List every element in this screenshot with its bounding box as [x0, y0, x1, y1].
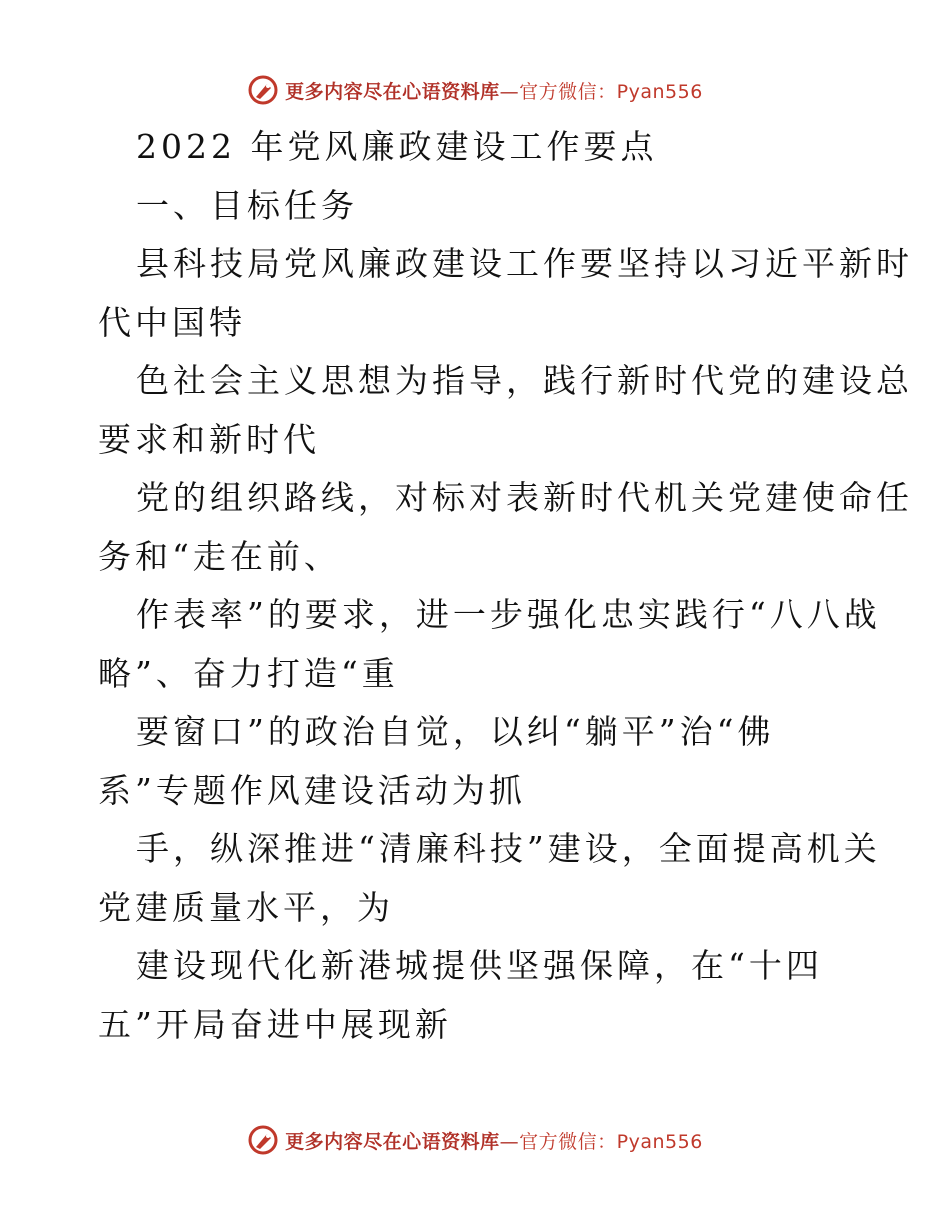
- header-text: [285, 77, 703, 104]
- paragraph-line: 党建质量水平，为: [98, 887, 394, 927]
- header-separator: —: [499, 80, 520, 103]
- paragraph-line: 作表率”的要求，进一步强化忠实践行“八八战: [136, 595, 881, 634]
- header-library-text: 更多内容尽在心语资料库: [285, 80, 500, 103]
- header-watermark: [0, 72, 950, 108]
- paragraph-line: 务和“走在前、: [98, 536, 341, 576]
- pen-nib-logo-icon: [247, 74, 279, 106]
- paragraph-line: 系”专题作风建设活动为抓: [98, 770, 526, 810]
- paragraph-line: 色社会主义思想为指导，践行新时代党的建设总: [136, 361, 913, 400]
- paragraph-line: 要窗口”的政治自觉，以纠“躺平”治“佛: [136, 712, 775, 751]
- document-title: 2022 年党风廉政建设工作要点: [136, 127, 658, 166]
- paragraph-line: 五”开局奋进中展现新: [98, 1004, 452, 1044]
- paragraph-line: 代中国特: [98, 302, 246, 342]
- footer-library-text: 更多内容尽在心语资料库: [285, 1130, 500, 1153]
- pen-nib-logo-icon: [247, 1124, 279, 1156]
- footer-text: [285, 1127, 703, 1154]
- paragraph-line: 建设现代化新港城提供坚强保障，在“十四: [136, 946, 823, 985]
- footer-watermark: [0, 1122, 950, 1158]
- paragraph-line: 手，纵深推进“清廉科技”建设，全面提高机关: [136, 829, 881, 868]
- footer-separator: —: [499, 1130, 520, 1153]
- footer-wechat-text: 官方微信：Pyan556: [519, 1130, 703, 1153]
- paragraph-line: 略”、奋力打造“重: [98, 653, 399, 693]
- document-body: [98, 118, 913, 1054]
- header-wechat-text: 官方微信：Pyan556: [519, 80, 703, 103]
- paragraph-line: 要求和新时代: [98, 419, 320, 459]
- paragraph-line: 党的组织路线，对标对表新时代机关党建使命任: [136, 478, 913, 517]
- paragraph-line: 县科技局党风廉政建设工作要坚持以习近平新时: [136, 244, 913, 283]
- section-heading: 一、目标任务: [136, 185, 358, 225]
